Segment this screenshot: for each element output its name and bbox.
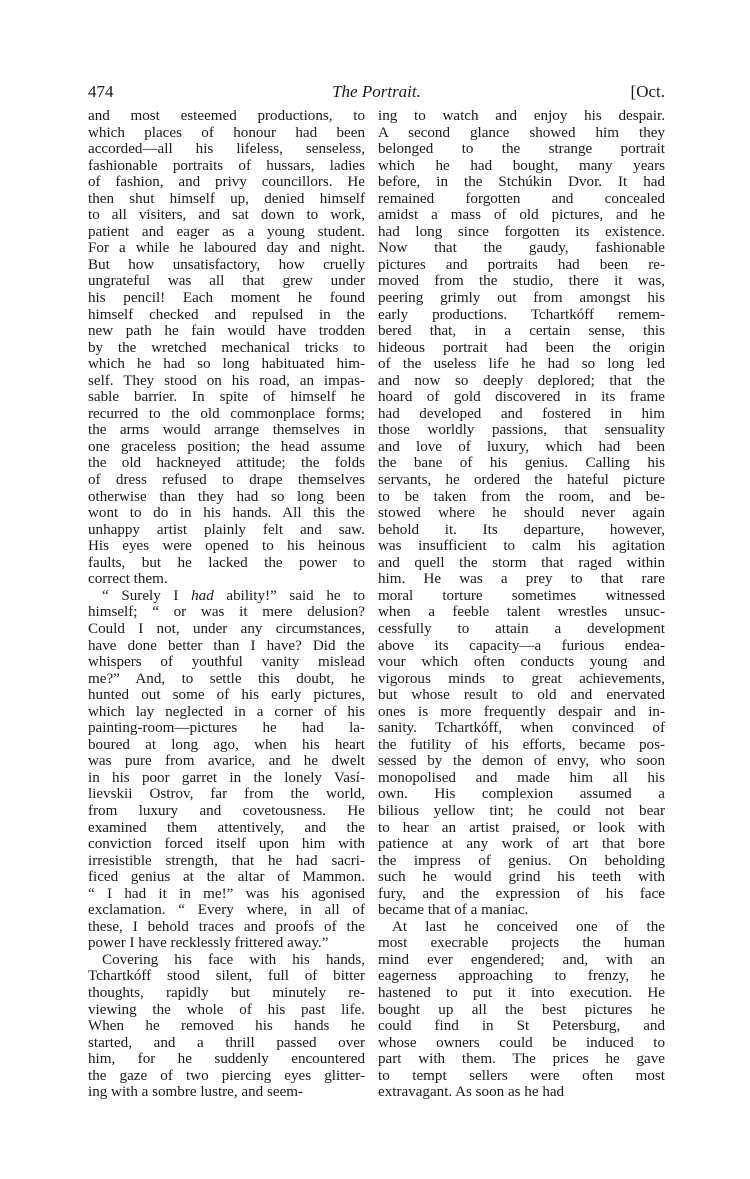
text-line: the arms would arrange themselves in — [88, 422, 365, 439]
text-line: the bane of his genius. Calling his — [378, 455, 665, 472]
text-line: mind ever engendered; and, with an — [378, 951, 665, 968]
text-line: “ Surely I had ability!” said he to — [102, 587, 365, 604]
text-line: and quell the storm that raged within — [378, 554, 665, 571]
text-line: patience at any work of art that bore — [378, 836, 665, 853]
text-line: and now so deeply deplored; that the — [378, 372, 665, 389]
text-line: unhappy artist plainly felt and saw. — [88, 521, 365, 538]
text-line: of the useless life he had so long led — [378, 356, 665, 373]
running-title: The Portrait. — [332, 82, 421, 101]
text-line: the futility of his efforts, became pos- — [378, 736, 665, 753]
text-line: had long since forgotten its existence. — [378, 223, 665, 240]
text-line: from luxury and covetousness. He — [88, 802, 365, 819]
text-line: when a feeble talent wrestles unsuc- — [378, 604, 665, 621]
text-line: painting-room—pictures he had la- — [88, 720, 365, 737]
text-line: fury, and the expression of his face — [378, 885, 665, 902]
text-line: “ I had it in me!” was his agonised — [88, 885, 365, 902]
text-line: hideous portrait had been the origin — [378, 339, 665, 356]
text-line: A second glance showed him they — [378, 124, 665, 141]
text-line: remained forgotten and concealed — [378, 190, 665, 207]
text-line: and love of luxury, which had been — [378, 438, 665, 455]
text-line: stowed where he should never again — [378, 505, 665, 522]
text-line: Tchartkóff stood silent, full of bitter — [88, 968, 365, 985]
text-line: boured at long ago, when his heart — [88, 736, 365, 753]
text-line: to hear an artist praised, or look with — [378, 819, 665, 836]
text-line: in his poor garret in the lonely Vasí- — [88, 769, 365, 786]
text-line: to tempt sellers were often most — [378, 1067, 665, 1084]
text-line: moral torture sometimes witnessed — [378, 587, 665, 604]
text-line: examined them attentively, and the — [88, 819, 365, 836]
text-line: wont to do in his hands. All this the — [88, 505, 365, 522]
text-line: became that of a maniac. — [378, 902, 529, 919]
text-line: Covering his face with his hands, — [102, 951, 365, 968]
text-line: amidst a mass of old pictures, and he — [378, 207, 665, 224]
text-line: vour which often conducts young and — [378, 654, 665, 671]
text-line: bilious yellow tint; he could not bear — [378, 802, 665, 819]
text-line: bought up all the best pictures he — [378, 1001, 665, 1018]
text-line: extravagant. As soon as he had — [378, 1084, 565, 1101]
text-line: ones is more frequently despair and in- — [378, 703, 665, 720]
right-text-column — [378, 108, 665, 1101]
text-line: most execrable projects the human — [378, 935, 665, 952]
text-line: thoughts, rapidly but minutely re- — [88, 984, 365, 1001]
text-line: monopolised and made him all his — [378, 769, 665, 786]
text-line: of dress refused to drape themselves — [88, 472, 365, 489]
text-line: peering grimly out from amongst his — [378, 290, 665, 307]
text-line: exclamation. “ Every where, in all of — [88, 902, 365, 919]
text-line: sessed by the demon of envy, who soon — [378, 753, 665, 770]
text-line: moved from the studio, there it was, — [378, 273, 665, 290]
text-line: faults, but he lacked the power to — [88, 554, 365, 571]
text-line: ungrateful was all that grew under — [88, 273, 365, 290]
text-line: bered that, in a certain sense, this — [378, 323, 665, 340]
text-line: him, for he suddenly encountered — [88, 1051, 365, 1068]
text-line: but whose result to old and enervated — [378, 687, 665, 704]
text-line: new path he fain would have trodden — [88, 323, 365, 340]
text-line: these, I behold traces and proofs of the — [88, 918, 365, 935]
text-line: otherwise than they had so long been — [88, 488, 365, 505]
running-header — [88, 82, 665, 104]
text-line: eagerness approaching to frenzy, he — [378, 968, 665, 985]
text-line: correct them. — [88, 571, 168, 588]
text-line: Now that the gaudy, fashionable — [378, 240, 665, 257]
text-line: But how unsatisfactory, how cruelly — [88, 256, 365, 273]
text-line: have done better than I have? Did the — [88, 637, 365, 654]
text-line: those worldly passions, that sensuality — [378, 422, 665, 439]
text-line: behold it. Its departure, however, — [378, 521, 665, 538]
text-line: recurred to the old commonplace forms; — [88, 405, 365, 422]
text-line: by the wretched mechanical tricks to — [88, 339, 365, 356]
text-line: viewing the whole of his past life. — [88, 1001, 365, 1018]
text-line: irresistible strength, that he had sacri- — [88, 852, 365, 869]
text-line: His eyes were opened to his heinous — [88, 538, 365, 555]
text-line: conviction forced itself upon him with — [88, 836, 365, 853]
text-line: whose owners could be induced to — [378, 1034, 665, 1051]
text-line: accorded—all his lifeless, senseless, — [88, 141, 365, 158]
text-line: which he had so long habituated him- — [88, 356, 365, 373]
text-line: Could I not, under any circumstances, — [88, 620, 365, 637]
text-line: sable barrier. In spite of himself he — [88, 389, 365, 406]
text-line: and most esteemed productions, to — [88, 108, 365, 124]
text-line: of fashion, and privy councillors. He — [88, 174, 365, 191]
text-line: the impress of genius. On beholding — [378, 852, 665, 869]
text-line: could find in St Petersburg, and — [378, 1018, 665, 1035]
text-line: started, and a thrill passed over — [88, 1034, 365, 1051]
text-line: self. They stood on his road, an impas- — [88, 372, 365, 389]
text-line: me?” And, to settle this doubt, he — [88, 670, 365, 687]
text-line: hoard of gold discovered in its frame — [378, 389, 665, 406]
text-line: whispers of youthful vanity mislead — [88, 654, 365, 671]
text-line: his pencil! Each moment he found — [88, 290, 365, 307]
text-line: lievskii Ostrov, far from the world, — [88, 786, 365, 803]
text-line: before, in the Stchúkin Dvor. It had — [378, 174, 665, 191]
text-line: one graceless position; the head assume — [88, 438, 365, 455]
text-line: For a while he laboured day and night. — [88, 240, 365, 257]
text-line: which lay neglected in a corner of his — [88, 703, 365, 720]
text-line: had developed and fostered in him — [378, 405, 665, 422]
text-line: power I have recklessly frittered away.” — [88, 935, 329, 952]
text-line: ficed genius at the altar of Mammon. — [88, 869, 365, 886]
text-line: cessfully to attain a development — [378, 620, 665, 637]
text-line: the gaze of two piercing eyes glitter- — [88, 1067, 365, 1084]
text-line: hunted out some of his early pictures, — [88, 687, 365, 704]
text-line: At last he conceived one of the — [392, 918, 665, 935]
text-line: ing to watch and enjoy his despair. — [378, 108, 665, 124]
page-number: 474 — [88, 82, 114, 101]
text-line: was pure from avarice, and he dwelt — [88, 753, 365, 770]
text-line: part with them. The prices he gave — [378, 1051, 665, 1068]
text-line: belonged to the strange portrait — [378, 141, 665, 158]
text-line: himself; “ or was it mere delusion? — [88, 604, 365, 621]
text-line: When he removed his hands he — [88, 1018, 365, 1035]
text-line: pictures and portraits had been re- — [378, 256, 665, 273]
left-text-column — [88, 108, 365, 1101]
text-line: then shut himself up, denied himself — [88, 190, 365, 207]
text-line: sanity. Tchartkóff, when convinced of — [378, 720, 665, 737]
text-line: early productions. Tchartkóff remem- — [378, 306, 665, 323]
text-line: ing with a sombre lustre, and seem- — [88, 1084, 304, 1101]
text-line: own. His complexion assumed a — [378, 786, 665, 803]
text-line: himself checked and repulsed in the — [88, 306, 365, 323]
text-line: him. He was a prey to that rare — [378, 571, 665, 588]
text-line: the old hackneyed attitude; the folds — [88, 455, 365, 472]
text-line: such he would grind his teeth with — [378, 869, 665, 886]
text-line: vigorous minds to great achievements, — [378, 670, 665, 687]
text-line: which he had bought, many years — [378, 157, 665, 174]
text-line: servants, he ordered the hateful picture — [378, 472, 665, 489]
text-line: which places of honour had been — [88, 124, 365, 141]
text-line: fashionable portraits of hussars, ladies — [88, 157, 365, 174]
text-line: hastened to put it into execution. He — [378, 984, 665, 1001]
text-line: was insufficient to calm his agitation — [378, 538, 665, 555]
text-line: above its capacity—a furious endea- — [378, 637, 665, 654]
issue-month: [Oct. — [630, 82, 665, 101]
text-line: patient and eager as a young student. — [88, 223, 365, 240]
text-line: to be taken from the room, and be- — [378, 488, 665, 505]
text-line: to all visiters, and sat down to work, — [88, 207, 365, 224]
